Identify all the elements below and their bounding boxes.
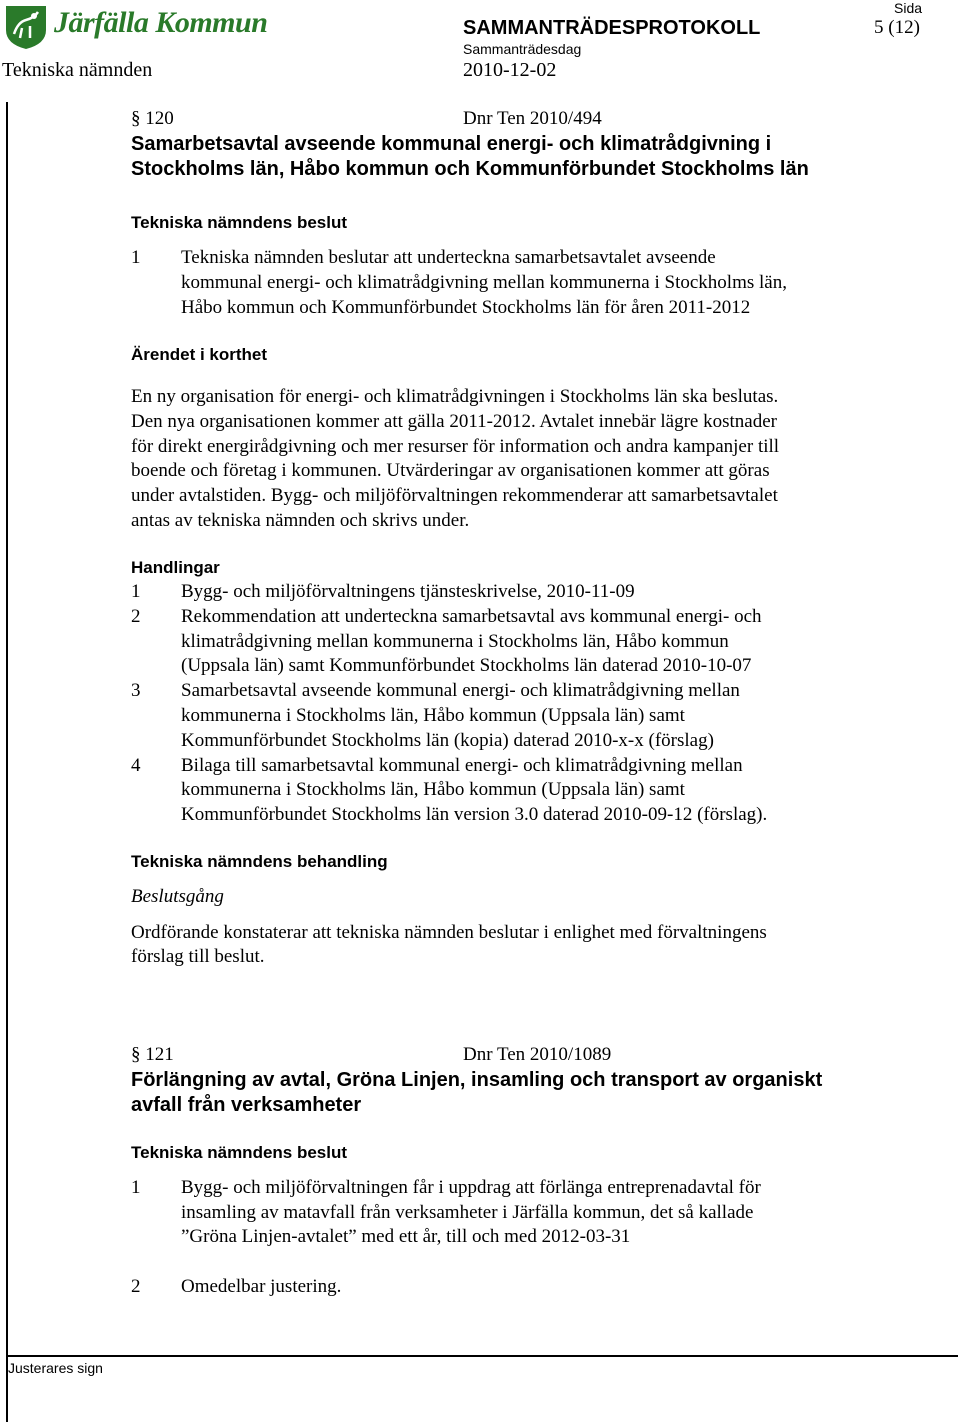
text-line: (Uppsala län) samt Kommunförbundet Stockholms län daterad 2010-10-07 bbox=[181, 655, 752, 676]
coat-of-arms-icon bbox=[4, 4, 48, 50]
item-number: 2 bbox=[131, 1276, 141, 1297]
text-line: Kommunförbundet Stockholms län (kopia) daterad 2010-x-x (förslag) bbox=[181, 730, 714, 751]
item-number: 1 bbox=[131, 581, 141, 602]
text-line: antas av tekniska nämnden och skrivs under. bbox=[131, 510, 470, 531]
text-line: kommunal energi- och klimatrådgivning mellan kommunerna i Stockholms län, bbox=[181, 272, 787, 293]
paragraph-number: § 121 bbox=[131, 1044, 174, 1065]
left-margin-line bbox=[6, 102, 8, 1422]
section-title: Stockholms län, Håbo kommun och Kommunförbundet Stockholms län bbox=[131, 158, 809, 180]
text-line: Ordförande konstaterar att tekniska nämnden beslutar i enlighet med förvaltningens bbox=[131, 922, 767, 943]
section-title: avfall från verksamheter bbox=[131, 1094, 362, 1116]
text-line: förslag till beslut. bbox=[131, 946, 265, 967]
text-line: Bilaga till samarbetsavtal kommunal energi- och klimatrådgivning mellan bbox=[181, 755, 743, 776]
date-label: Sammanträdesdag bbox=[463, 41, 582, 57]
sida-label: Sida bbox=[894, 0, 923, 16]
section-title: Samarbetsavtal avseende kommunal energi- och klimatrådgivning i bbox=[131, 133, 772, 155]
text-line: kommunerna i Stockholms län, Håbo kommun (Uppsala län) samt bbox=[181, 779, 685, 800]
text-line: En ny organisation för energi- och klimatrådgivningen i Stockholms län ska beslutas. bbox=[131, 386, 779, 407]
subheading: Tekniska nämndens beslut bbox=[131, 213, 348, 232]
text-line: kommunerna i Stockholms län, Håbo kommun (Uppsala län) samt bbox=[181, 705, 685, 726]
beslutsgang-label: Beslutsgång bbox=[131, 886, 224, 907]
text-line: Håbo kommun och Kommunförbundet Stockholms län för åren 2011-2012 bbox=[181, 297, 751, 318]
text-line: Omedelbar justering. bbox=[181, 1276, 342, 1297]
item-number: 1 bbox=[131, 1177, 141, 1198]
item-number: 3 bbox=[131, 680, 141, 701]
text-line: under avtalstiden. Bygg- och miljöförvaltningen rekommenderar att samarbetsavtalet bbox=[131, 485, 778, 506]
item-number: 1 bbox=[131, 247, 141, 268]
text-line: Kommunförbundet Stockholms län version 3.0 daterad 2010-09-12 (förslag). bbox=[181, 804, 768, 825]
text-line: Tekniska nämnden beslutar att underteckna samarbetsavtalet avseende bbox=[181, 247, 716, 268]
section-title: Förlängning av avtal, Gröna Linjen, insamling och transport av organiskt bbox=[131, 1069, 823, 1091]
page-number: 5 (12) bbox=[874, 17, 920, 38]
text-line: Bygg- och miljöförvaltningens tjänsteskrivelse, 2010-11-09 bbox=[181, 581, 635, 602]
text-line: klimatrådgivning mellan kommunerna i Stockholms län, Håbo kommun bbox=[181, 631, 729, 652]
text-line: ”Gröna Linjen-avtalet” med ett år, till och med 2012-03-31 bbox=[181, 1226, 631, 1247]
dnr: Dnr Ten 2010/494 bbox=[463, 108, 602, 129]
item-number: 4 bbox=[131, 755, 141, 776]
paragraph-number: § 120 bbox=[131, 108, 174, 129]
subheading: Tekniska nämndens behandling bbox=[131, 852, 388, 871]
text-line: Bygg- och miljöförvaltningen får i uppdrag att förlänga entreprenadavtal för bbox=[181, 1177, 761, 1198]
logo-text: Järfälla Kommun bbox=[54, 6, 268, 39]
item-number: 2 bbox=[131, 606, 141, 627]
justerare-sign-label: Justerares sign bbox=[8, 1360, 103, 1376]
text-line: Den nya organisationen kommer att gälla 2011-2012. Avtalet innebär lägre kostnader bbox=[131, 411, 777, 432]
text-line: Samarbetsavtal avseende kommunal energi- och klimatrådgivning mellan bbox=[181, 680, 740, 701]
committee-name: Tekniska nämnden bbox=[2, 59, 153, 81]
dnr: Dnr Ten 2010/1089 bbox=[463, 1044, 612, 1065]
document-title: SAMMANTRÄDESPROTOKOLL bbox=[463, 17, 761, 39]
subheading: Tekniska nämndens beslut bbox=[131, 1143, 348, 1162]
text-line: boende och företag i kommunen. Utvärderingar av organisationen kommer att göras bbox=[131, 460, 770, 481]
text-line: insamling av matavfall från verksamheter i Järfälla kommun, det så kallade bbox=[181, 1202, 754, 1223]
footer-line bbox=[6, 1355, 958, 1357]
subheading: Handlingar bbox=[131, 558, 220, 577]
text-line: för direkt energirådgivning och mer resurser för information och andra kampanjer till bbox=[131, 436, 780, 457]
meeting-date: 2010-12-02 bbox=[463, 59, 557, 81]
subheading: Ärendet i korthet bbox=[131, 345, 268, 364]
text-line: Rekommendation att underteckna samarbetsavtal avs kommunal energi- och bbox=[181, 606, 762, 627]
